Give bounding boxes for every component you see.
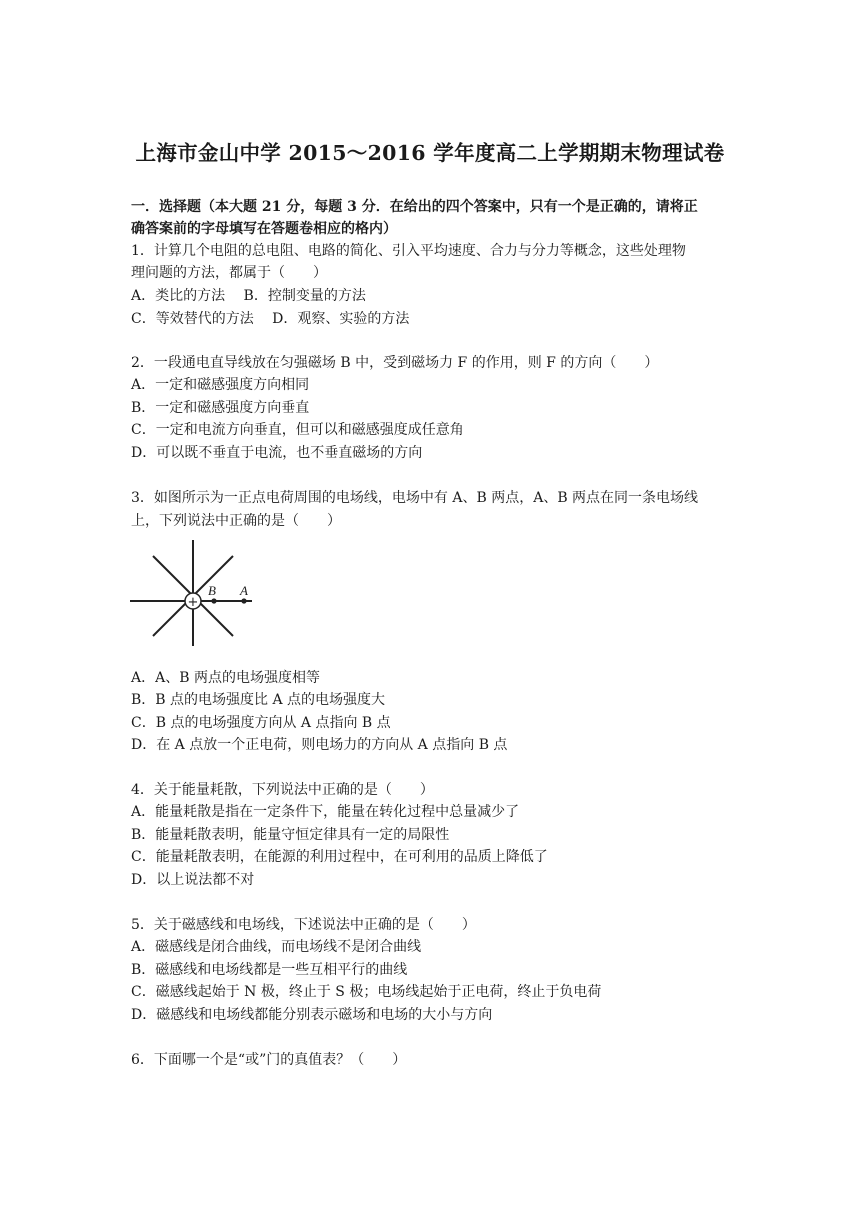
question-stem: 1．计算几个电阻的总电阻、电路的简化、引入平均速度、合力与分力等概念，这些处理物	[131, 243, 686, 259]
question-stem: 理问题的方法，都属于（ ）	[131, 265, 327, 281]
question-option: B．一定和磁感强度方向垂直	[131, 400, 310, 416]
question-option: D．可以既不垂直于电流，也不垂直磁场的方向	[131, 445, 423, 461]
electric-field-diagram	[128, 537, 258, 649]
point-a-label: A	[240, 583, 248, 598]
question-option: B．B 点的电场强度比 A 点的电场强度大	[131, 692, 386, 708]
question-option: A．A、B 两点的电场强度相等	[131, 670, 320, 686]
question-stem: 上，下列说法中正确的是（ ）	[131, 513, 341, 529]
question-stem: 2．一段通电直导线放在匀强磁场 B 中，受到磁场力 F 的作用，则 F 的方向（ ）	[131, 355, 659, 371]
question-option: C．能量耗散表明，在能源的利用过程中，在可利用的品质上降低了	[131, 849, 548, 865]
question-option: B．能量耗散表明，能量守恒定律具有一定的局限性	[131, 827, 450, 843]
question-option: D．磁感线和电场线都能分别表示磁场和电场的大小与方向	[131, 1007, 493, 1023]
question-option: A．一定和磁感强度方向相同	[131, 377, 310, 393]
question-option: A．能量耗散是指在一定条件下，能量在转化过程中总量减少了	[131, 804, 520, 820]
exam-title: 上海市金山中学 2015～2016 学年度高二上学期期末物理试卷	[135, 141, 725, 165]
question-option: C．磁感线起始于 N 极，终止于 S 极；电场线起始于正电荷，终止于负电荷	[131, 984, 602, 1000]
section-heading: 一．选择题（本大题 21 分，每题 3 分．在给出的四个答案中，只有一个是正确的，请将正	[131, 199, 698, 215]
question-stem: 3．如图所示为一正点电荷周围的电场线，电场中有 A、B 两点，A、B 两点在同一条电场线	[131, 490, 699, 506]
question-stem: 5．关于磁感线和电场线，下述说法中正确的是（ ）	[131, 917, 476, 933]
section-heading-cont: 确答案前的字母填写在答题卷相应的格内）	[131, 221, 397, 237]
point-b-dot	[211, 598, 216, 603]
point-b-label: B	[208, 583, 216, 598]
charge-symbol: +	[187, 595, 199, 610]
question-option: D．以上说法都不对	[131, 872, 255, 888]
question-option: C．等效替代的方法 D．观察、实验的方法	[131, 311, 410, 327]
question-option: D．在 A 点放一个正电荷，则电场力的方向从 A 点指向 B 点	[131, 737, 508, 753]
question-option: C．B 点的电场强度方向从 A 点指向 B 点	[131, 715, 391, 731]
point-a-dot	[241, 598, 246, 603]
question-option: A．磁感线是闭合曲线，而电场线不是闭合曲线	[131, 939, 422, 955]
question-option: B．磁感线和电场线都是一些互相平行的曲线	[131, 962, 408, 978]
question-option: A．类比的方法 B．控制变量的方法	[131, 288, 366, 304]
question-option: C．一定和电流方向垂直，但可以和磁感强度成任意角	[131, 422, 464, 438]
question-stem: 6．下面哪一个是“或”门的真值表？（ ）	[131, 1052, 407, 1068]
question-stem: 4．关于能量耗散，下列说法中正确的是（ ）	[131, 782, 434, 798]
